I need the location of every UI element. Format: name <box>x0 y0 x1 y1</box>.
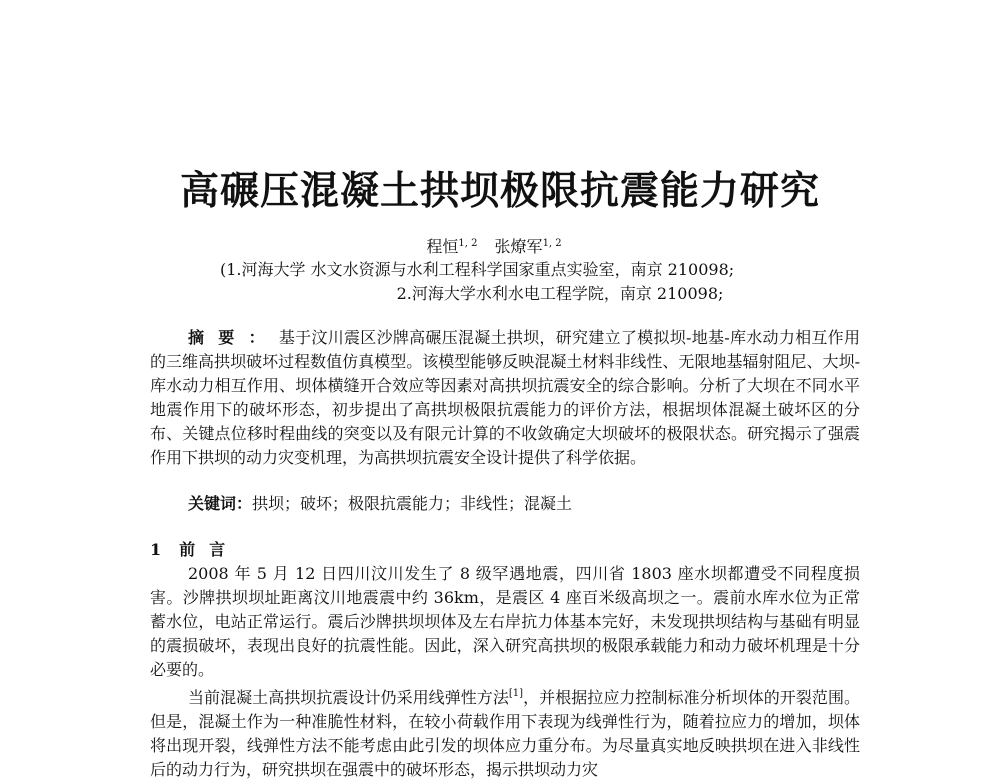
abstract-text: 基于汶川震区沙牌高碾压混凝土拱坝，研究建立了模拟坝-地基-库水动力相互作用的三维高拱坝破坏过程数值仿真模型。该模型能够反映混凝土材料非线性、无限地基辐射阻尼、大坝-库水动力相互作用、坝体横缝开合效应等因素对高拱坝抗震安全的综合影响。分析了大坝在不同水平地震作用下的破坏形态，初步提出了高拱坝极限抗震能力的评价方法，根据坝体混凝土破坏区的分布、关键点位移时程曲线的突变以及有限元计算的不收敛确定大坝破坏的极限状态。研究揭示了强震作用下拱坝的动力灾变机理，为高拱坝抗震安全设计提供了科学依据。 <box>150 328 860 467</box>
keywords-block <box>188 492 868 516</box>
author-line <box>0 233 1000 258</box>
section-heading <box>150 538 239 562</box>
body-paragraph-2 <box>150 682 860 782</box>
abstract-block <box>150 326 860 470</box>
paragraph-text: ，并根据拉应力控制标准分析坝体的开裂范围。但是，混凝土作为一种准脆性材料，在较小荷载作用下表现为线弹性行为，随着拉应力的增加，坝体将出现开裂，线弹性方法不能考虑由此引发的坝体应力重分布。为尽量真实地反映拱坝在进入非线性后的动力行为，研究拱坝在强震中的破坏形态，揭示拱坝动力灾 <box>150 688 860 779</box>
paragraph-text: 当前混凝土高拱坝抗震设计仍采用线弹性方法 <box>188 688 509 707</box>
author-affiliation-mark: 1, 2 <box>542 238 562 249</box>
section-number: 1 <box>150 540 162 559</box>
abstract-label: 摘要： <box>188 328 279 347</box>
body-paragraph-1: 2008 年 5 月 12 日四川汶川发生了 8 级罕遇地震，四川省 1803 座水坝都遭受不同程度损害。沙牌拱坝坝址距离汶川地震震中约 36km，是震区 4 座百米级高坝之一。震前水库水位为正常蓄水位，电站正常运行。震后沙牌拱坝坝体及左右岸抗力体基本完好，未发现拱坝结构与基础有明显的震损破坏，表现出良好的抗震性能。因此，深入研究高拱坝的极限承载能力和动力破坏机理是十分必要的。 <box>150 564 860 679</box>
affiliation-1: (1.河海大学 水文水资源与水利工程科学国家重点实验室，南京 210098; <box>220 260 735 279</box>
author-name: 张燎军 <box>494 237 543 256</box>
citation-marker: [1] <box>508 688 524 699</box>
paper-title: 高碾压混凝土拱坝极限抗震能力研究 <box>179 168 820 214</box>
author-name: 程恒 <box>426 237 459 256</box>
section-title-text: 前言 <box>179 540 240 559</box>
keywords-label: 关键词： <box>188 494 253 513</box>
affiliation-2: 2.河海大学水利水电工程学院，南京 210098; <box>396 284 724 303</box>
keywords-text: 拱坝；破坏；极限抗震能力；非线性；混凝土 <box>252 494 573 513</box>
author-affiliation-mark: 1, 2 <box>458 238 478 249</box>
